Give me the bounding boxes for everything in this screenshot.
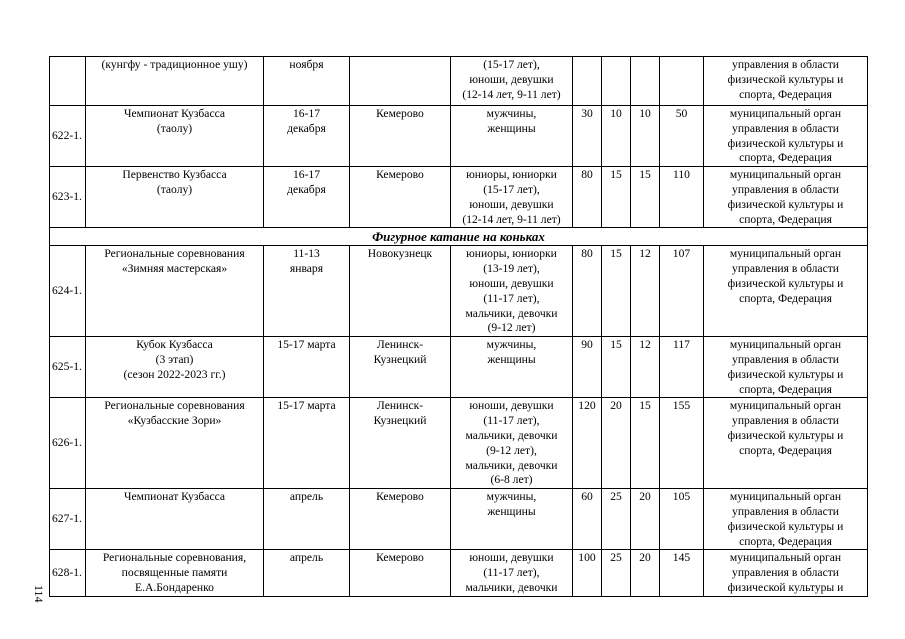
event-place-cell [350,398,451,489]
participants-count-cell [573,167,602,228]
judges-count-cell [602,550,631,596]
officials-count-cell [631,398,660,489]
event-place-cell [350,550,451,596]
event-name-cell [86,57,264,106]
total-count-cell [660,550,704,596]
event-date: 16-17 декабря [287,107,326,135]
event-name: Кубок Кузбасса (3 этап) (сезон 2022-2023 гг.) [123,338,226,381]
schedule-table-body [50,57,868,597]
section-row [50,228,868,246]
row-number-cell [50,398,86,489]
organizer: муниципальный орган управления в области физической культуры и спорта, Федерация [727,338,844,396]
officials-count-cell [631,337,660,398]
event-place-cell [350,106,451,167]
judges-count-cell [602,167,631,228]
total-count: 105 [672,490,691,504]
participants: юниоры, юниорки (13-19 лет), юноши, девушки (11-17 лет), мальчики, девочки (9-12 лет) [465,247,558,335]
officials-count: 20 [639,551,651,565]
participants-count: 100 [578,551,596,565]
event-name: Первенство Кузбасса (таолу) [122,168,227,196]
row-number: 624-1. [52,284,82,298]
officials-count-cell [631,57,660,106]
event-place: Кемерово [376,168,424,182]
total-count-cell [660,337,704,398]
event-name: Региональные соревнования «Кузбасские Зори» [104,399,245,428]
table-row [50,337,868,398]
participants-cell [451,167,573,228]
event-date-cell [264,106,350,167]
organizer-cell [704,106,868,167]
officials-count: 20 [639,490,651,504]
row-number-cell [50,246,86,337]
event-date: апрель [289,490,324,504]
event-date-cell [264,246,350,337]
row-number-cell [50,489,86,550]
organizer-cell [704,167,868,228]
event-name: Чемпионат Кузбасса (таолу) [123,107,226,135]
participants-cell [451,57,573,106]
event-place-cell [350,246,451,337]
total-count: 110 [673,168,690,182]
organizer-cell [704,489,868,550]
total-count-cell [660,398,704,489]
row-number: 628-1. [52,566,82,580]
table-row [50,398,868,489]
total-count-cell [660,106,704,167]
table-row [50,57,868,106]
event-date: ноября [289,58,324,71]
event-date: 16-17 декабря [287,168,326,196]
participants-count-cell [573,398,602,489]
event-place-cell [350,337,451,398]
row-number-cell [50,550,86,596]
judges-count: 15 [610,247,622,261]
participants-cell [451,106,573,167]
total-count: 107 [672,247,691,261]
event-date: 15-17 марта [277,338,336,352]
row-number-cell [50,167,86,228]
event-name: Чемпионат Кузбасса [123,490,226,504]
participants-count: 120 [578,399,596,413]
officials-count-cell [631,106,660,167]
judges-count: 15 [610,168,622,182]
event-date-cell [264,550,350,596]
organizer: муниципальный орган управления в области физической культуры и спорта, Федерация [727,168,844,226]
event-date-cell [264,57,350,106]
organizer: муниципальный орган управления в области физической культуры и [727,551,844,594]
judges-count-cell [602,337,631,398]
row-number: 627-1. [52,512,82,526]
section-title: Фигурное катание на коньках [50,228,868,246]
event-name-cell [86,106,264,167]
participants-count-cell [573,337,602,398]
organizer-cell [704,550,868,596]
judges-count-cell [602,106,631,167]
participants-count: 80 [581,168,593,182]
officials-count: 15 [639,168,651,182]
event-place-cell [350,57,451,106]
table-row [50,489,868,550]
organizer: муниципальный орган управления в области физической культуры и спорта, Федерация [727,247,844,305]
organizer: муниципальный орган управления в области физической культуры и спорта, Федерация [727,399,844,457]
event-date-cell [264,489,350,550]
row-number-cell [50,337,86,398]
participants-count: 30 [581,107,593,120]
participants-count-cell [573,489,602,550]
event-name: (кунгфу - традиционное ушу) [101,58,248,71]
total-count: 155 [672,399,691,413]
total-count-cell [660,246,704,337]
participants-cell [451,398,573,489]
event-date: 15-17 марта [277,399,336,413]
participants: мужчины, женщины [486,107,537,135]
total-count: 145 [672,551,691,565]
page-number: 114 [32,585,46,603]
event-name-cell [86,246,264,337]
participants-count-cell [573,57,602,106]
officials-count: 15 [639,399,651,413]
row-number: 626-1. [52,436,82,450]
event-place: Новокузнецк [367,247,433,261]
event-name: Региональные соревнования «Зимняя мастерская» [104,247,245,276]
judges-count: 15 [610,338,622,352]
participants-count-cell [573,246,602,337]
organizer: муниципальный орган управления в области физической культуры и спорта, Федерация [727,107,844,165]
organizer-cell [704,57,868,106]
event-place: Ленинск- Кузнецкий [373,338,427,366]
participants: мужчины, женщины [486,490,537,518]
judges-count: 25 [610,551,622,565]
event-date: апрель [289,551,324,565]
total-count-cell [660,167,704,228]
participants: (15-17 лет), юноши, девушки (12-14 лет, 9-11 лет) [462,58,561,101]
row-number: 623-1. [52,190,82,204]
participants-cell [451,337,573,398]
judges-count-cell [602,57,631,106]
participants: юноши, девушки (11-17 лет), мальчики, девочки (9-12 лет), мальчики, девочки (6-8 лет) [465,399,558,487]
event-date-cell [264,398,350,489]
officials-count-cell [631,550,660,596]
participants-count-cell [573,106,602,167]
event-place-cell [350,167,451,228]
event-place: Кемерово [376,490,424,504]
organizer-cell [704,337,868,398]
participants-cell [451,550,573,596]
officials-count: 10 [639,107,651,120]
total-count: 117 [673,338,690,352]
judges-count-cell [602,398,631,489]
organizer: муниципальный орган управления в области физической культуры и спорта, Федерация [727,490,844,548]
organizer-cell [704,398,868,489]
judges-count: 10 [610,107,622,120]
participants-cell [451,246,573,337]
officials-count: 12 [639,247,651,261]
row-number: 622-1. [52,129,82,143]
event-name-cell [86,398,264,489]
event-name: Региональные соревнования, посвященные памяти Е.А.Бондаренко [102,551,247,594]
participants: юниоры, юниорки (15-17 лет), юноши, девушки (12-14 лет, 9-11 лет) [462,168,561,226]
event-name-cell [86,550,264,596]
judges-count-cell [602,246,631,337]
table-row [50,246,868,337]
participants: юноши, девушки (11-17 лет), мальчики, девочки [465,551,558,594]
event-date-cell [264,337,350,398]
event-name-cell [86,167,264,228]
organizer-cell [704,246,868,337]
event-place: Кемерово [376,551,424,565]
participants-cell [451,489,573,550]
participants-count: 80 [581,247,593,261]
total-count-cell [660,57,704,106]
total-count: 50 [675,107,688,120]
total-count-cell [660,489,704,550]
event-name-cell [86,489,264,550]
officials-count: 12 [639,338,651,352]
table-row [50,550,868,596]
event-place-cell [350,489,451,550]
schedule-table [49,56,868,597]
event-date: 11-13 января [289,247,324,276]
judges-count-cell [602,489,631,550]
table-row [50,167,868,228]
participants-count-cell [573,550,602,596]
judges-count: 25 [610,490,622,504]
judges-count: 20 [610,399,622,413]
row-number-cell [50,106,86,167]
organizer: управления в области физической культуры и спорта, Федерация [727,58,844,101]
participants: мужчины, женщины [486,338,537,366]
event-place: Ленинск- Кузнецкий [373,399,427,428]
table-row [50,106,868,167]
event-place: Кемерово [376,107,424,120]
event-date-cell [264,167,350,228]
officials-count-cell [631,489,660,550]
participants-count: 60 [581,490,593,504]
event-name-cell [86,337,264,398]
row-number-cell [50,57,86,106]
officials-count-cell [631,167,660,228]
officials-count-cell [631,246,660,337]
participants-count: 90 [581,338,593,352]
row-number: 625-1. [52,360,82,374]
